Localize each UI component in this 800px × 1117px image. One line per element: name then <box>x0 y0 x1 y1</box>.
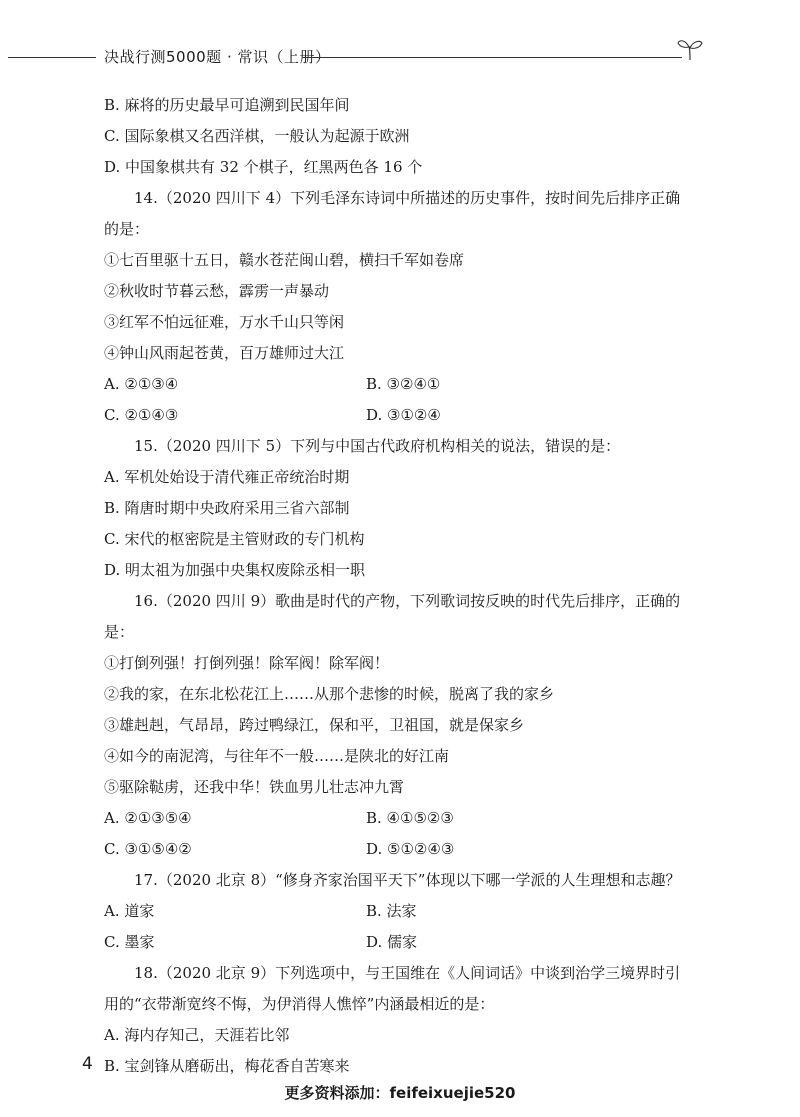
text-line: ④如今的南泥湾，与往年不一般……是陕北的好江南 <box>104 747 450 765</box>
question-stem: 14.（2020 四川下 4）下列毛泽东诗词中所描述的历史事件，按时间先后排序正确的是： <box>104 189 681 238</box>
question-stem: 15.（2020 四川下 5）下列与中国古代政府机构相关的说法，错误的是： <box>134 437 621 455</box>
option-left: A. ②①③⑤④ <box>104 809 192 827</box>
text-line: D. 中国象棋共有 32 个棋子，红黑两色各 16 个 <box>104 158 423 176</box>
text-line: ⑤驱除鞑虏，还我中华！铁血男儿壮志冲九霄 <box>104 778 405 796</box>
text-line: B. 麻将的历史最早可追溯到民国年间 <box>104 96 350 114</box>
option-right: B. ④①⑤②③ <box>366 809 454 827</box>
option-row <box>104 369 694 400</box>
option-left: A. 道家 <box>104 902 155 920</box>
question-stem: 18.（2020 北京 9）下列选项中，与王国维在《人间词话》中谈到治学三境界时引用的“衣带渐宽终不悔，为伊消得人憔悴”内涵最相近的是： <box>104 964 681 1013</box>
text-line: ④钟山风雨起苍黄，百万雄师过大江 <box>104 344 345 362</box>
text-line: ①七百里驱十五日，赣水苍茫闽山碧，横扫千军如卷席 <box>104 251 465 269</box>
text-line: D. 明太祖为加强中央集权废除丞相一职 <box>104 561 366 579</box>
question-stem: 17.（2020 北京 8）“修身齐家治国平天下”体现以下哪一学派的人生理想和志趣？ <box>134 871 681 889</box>
header-title: 决战行测5000题 · 常识（上册） <box>104 48 331 66</box>
page-number: 4 <box>82 1054 93 1074</box>
option-left: A. ②①③④ <box>104 375 179 393</box>
text-line: C. 国际象棋又名西洋棋，一般认为起源于欧洲 <box>104 127 410 145</box>
option-right: D. 儒家 <box>366 933 418 951</box>
footer-note: 更多资料添加：feifeixuejie520 <box>284 1084 516 1102</box>
option-row <box>104 803 694 834</box>
text-line: ③雄赳赳，气昂昂，跨过鸭绿江，保和平，卫祖国，就是保家乡 <box>104 716 525 734</box>
option-left: C. ②①④③ <box>104 406 179 424</box>
text-line: A. 军机处始设于清代雍正帝统治时期 <box>104 468 350 486</box>
option-left: C. 墨家 <box>104 933 155 951</box>
sprout-icon <box>676 36 704 62</box>
running-header <box>0 40 800 70</box>
option-right: B. 法家 <box>366 902 417 920</box>
text-line: ①打倒列强！打倒列强！除军阀！除军阀！ <box>104 654 390 672</box>
text-line: B. 隋唐时期中央政府采用三省六部制 <box>104 499 350 517</box>
text-line: B. 宝剑锋从磨砺出，梅花香自苦寒来 <box>104 1057 350 1075</box>
option-row <box>104 834 694 865</box>
text-line: ②秋收时节暮云愁，霹雳一声暴动 <box>104 282 330 300</box>
text-line: A. 海内存知己，天涯若比邻 <box>104 1026 290 1044</box>
option-row <box>104 896 694 927</box>
header-rule-right <box>302 57 682 58</box>
option-row <box>104 400 694 431</box>
text-line: C. 宋代的枢密院是主管财政的专门机构 <box>104 530 365 548</box>
question-stem: 16.（2020 四川 9）歌曲是时代的产物，下列歌词按反映的时代先后排序，正确的是： <box>104 592 681 641</box>
text-line: ③红军不怕远征难，万水千山只等闲 <box>104 313 345 331</box>
option-right: B. ③②④① <box>366 375 441 393</box>
option-right: D. ⑤①②④③ <box>366 840 455 858</box>
option-right: D. ③①②④ <box>366 406 441 424</box>
text-line: ②我的家，在东北松花江上……从那个悲惨的时候，脱离了我的家乡 <box>104 685 555 703</box>
question-content <box>104 90 694 1082</box>
header-rule-left <box>8 57 96 58</box>
option-row <box>104 927 694 958</box>
option-left: C. ③①⑤④② <box>104 840 192 858</box>
